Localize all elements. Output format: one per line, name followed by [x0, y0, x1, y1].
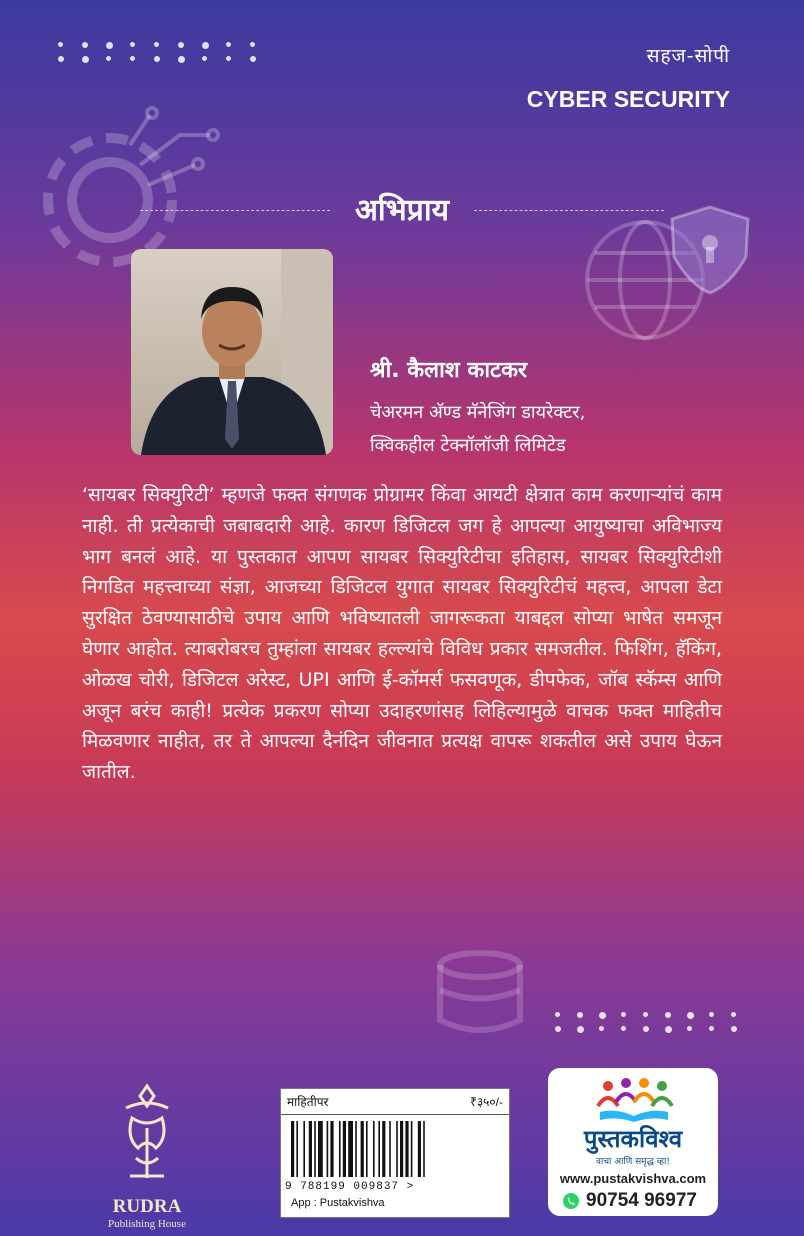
- barcode-bar: [339, 1121, 341, 1177]
- isbn-number: 9 788199 009837 >: [285, 1181, 415, 1193]
- decorative-dot: [687, 1012, 694, 1019]
- author-role: [370, 396, 585, 462]
- decorative-dot: [621, 1012, 626, 1017]
- heading-text: अभिप्राय: [354, 193, 450, 228]
- publisher-sub: Publishing House: [108, 1218, 186, 1230]
- decorative-dot: [555, 1026, 561, 1032]
- barcode-bar: [303, 1121, 305, 1177]
- barcode-bar: [327, 1121, 329, 1177]
- brand-phone: 90754 96977: [586, 1190, 697, 1211]
- database-icon: [425, 945, 535, 1045]
- brand-website: www.pustakvishva.com: [559, 1171, 707, 1186]
- publisher-logo: [92, 1078, 202, 1230]
- decorative-dot: [555, 1012, 560, 1017]
- barcode-bar: [378, 1121, 380, 1177]
- barcode-bar: [361, 1121, 364, 1177]
- decorative-dot: [154, 56, 160, 62]
- decorative-dot: [178, 42, 184, 48]
- decorative-dot: [82, 42, 88, 48]
- barcode-bar: [318, 1121, 323, 1177]
- decorative-dot: [709, 1026, 714, 1031]
- role-line-1: चेअरमन अ‍ॅण्ड मॅनेजिंग डायरेक्टर,: [370, 402, 586, 423]
- decorative-dot: [709, 1012, 714, 1017]
- brand-phone-row: [562, 1190, 697, 1212]
- decorative-dot: [202, 56, 207, 61]
- brand-tagline: वाचा आणि समृद्ध व्हा!: [596, 1157, 670, 1167]
- decorative-dot: [226, 56, 231, 61]
- brand-name: पुस्तकविश्व: [583, 1125, 683, 1153]
- decorative-dot: [202, 42, 209, 49]
- decorative-dot: [106, 42, 113, 49]
- publisher-name: RUDRA: [112, 1196, 182, 1217]
- decorative-dot: [130, 56, 135, 61]
- decorative-dot: [665, 1026, 672, 1033]
- decorative-dot: [731, 1012, 736, 1017]
- barcode-bar: [400, 1121, 403, 1177]
- decorative-dot: [599, 1012, 606, 1019]
- blurb-paragraph: ‘सायबर सिक्युरिटी’ म्हणजे फक्त संगणक प्रोग्रामर किंवा आयटी क्षेत्रात काम करणाऱ्यांचं काम नाही. ती प्रत्येकाची जबाबदारी आहे. कारण डिजिटल जग हे आपल्या आयुष्याचा अविभाज्य भाग बनलं आहे. या पुस्तकात आपण सायबर सिक्युरिटीचा इतिहास, सायबर सिक्युरिटीशी निगडित महत्त्वाच्या संज्ञा, आजच्या डिजिटल युगात सायबर सिक्युरिटीचं महत्त्व, आपला डेटा सुरक्षित ठेवण्यासाठीचे उपाय आणि भविष्यातली जागरूकता याबद्दल सोप्या भाषेत समजून घेणार आहोत. त्याबरोबरच तुम्हांला सायबर हल्ल्यांचे विविध प्रकार समजतील. फिशिंग, हॅकिंग, ओळख चोरी, डिजिटल अरेस्ट, UPI आणि ई-कॉमर्स फसवणूक, डीपफेक, जॉब स्कॅम्स आणि अजून बरंच काही! प्रत्येक प्रकरण सोप्या उदाहरणांसह लिहिल्यामुळे वाचक फक्त माहितीच मिळवणार नाहीत, तर ते आपल्या दैनंदिन जीवनात प्रत्यक्ष वापरू शकतील असे उपाय घेऊन जातील.: [82, 484, 722, 784]
- whatsapp-icon: [562, 1192, 580, 1210]
- barcode-bar: [314, 1121, 316, 1177]
- decorative-dot: [731, 1026, 737, 1032]
- decorative-dot: [226, 42, 231, 47]
- barcode-bar: [296, 1121, 298, 1177]
- barcode-bar: [411, 1121, 413, 1177]
- pustakvishva-logo-box: [548, 1068, 718, 1216]
- barcode-bar: [382, 1121, 385, 1177]
- barcode-bar: [330, 1121, 333, 1177]
- series-label: [527, 42, 730, 113]
- category-label: माहितीपर: [287, 1095, 329, 1109]
- barcode-bar: [373, 1121, 375, 1177]
- decorative-dot: [577, 1012, 583, 1018]
- decorative-dot: [643, 1012, 648, 1017]
- rudra-emblem-icon: [112, 1078, 182, 1188]
- price-label: ₹३५०/-: [470, 1095, 503, 1109]
- decorative-dot: [154, 42, 159, 47]
- barcode-bar: [418, 1121, 421, 1177]
- author-photo: [131, 249, 333, 455]
- decorative-dot: [178, 56, 185, 63]
- series-title: CYBER SECURITY: [526, 86, 730, 112]
- barcode-bar: [355, 1121, 357, 1177]
- decorative-dot: [621, 1026, 626, 1031]
- decorative-dot: [58, 42, 63, 47]
- price-barcode-box: [280, 1088, 510, 1218]
- series-top: सहज-सोपी: [646, 45, 730, 67]
- blurb-text: [82, 480, 722, 788]
- decorative-dot: [58, 56, 64, 62]
- decorative-dot: [665, 1012, 671, 1018]
- decorative-dot: [250, 42, 255, 47]
- barcode-bar: [405, 1121, 408, 1177]
- decorative-dot: [599, 1026, 604, 1031]
- section-heading: [0, 188, 804, 229]
- barcode-bar: [291, 1121, 294, 1177]
- author-name: श्री. कैलाश काटकर: [370, 358, 527, 383]
- barcode-bar: [389, 1121, 391, 1177]
- open-book-icon: [598, 1108, 670, 1122]
- decorative-dot: [577, 1026, 584, 1033]
- barcode-bar: [396, 1121, 398, 1177]
- decorative-dot: [82, 56, 89, 63]
- decorative-dot: [643, 1026, 649, 1032]
- decorative-dot: [106, 56, 111, 61]
- barcode-bar: [309, 1121, 312, 1177]
- barcode-bar: [423, 1121, 425, 1177]
- decorative-dot: [250, 56, 256, 62]
- barcode-bar: [366, 1121, 368, 1177]
- barcode-bar: [348, 1121, 353, 1177]
- decorative-dot: [687, 1026, 692, 1031]
- barcode: [287, 1121, 499, 1179]
- role-line-2: क्विकहील टेक्नॉलॉजी लिमिटेड: [370, 435, 566, 456]
- app-label: App : Pustakvishva: [291, 1197, 385, 1209]
- decorative-dot: [130, 42, 135, 47]
- barcode-bar: [343, 1121, 346, 1177]
